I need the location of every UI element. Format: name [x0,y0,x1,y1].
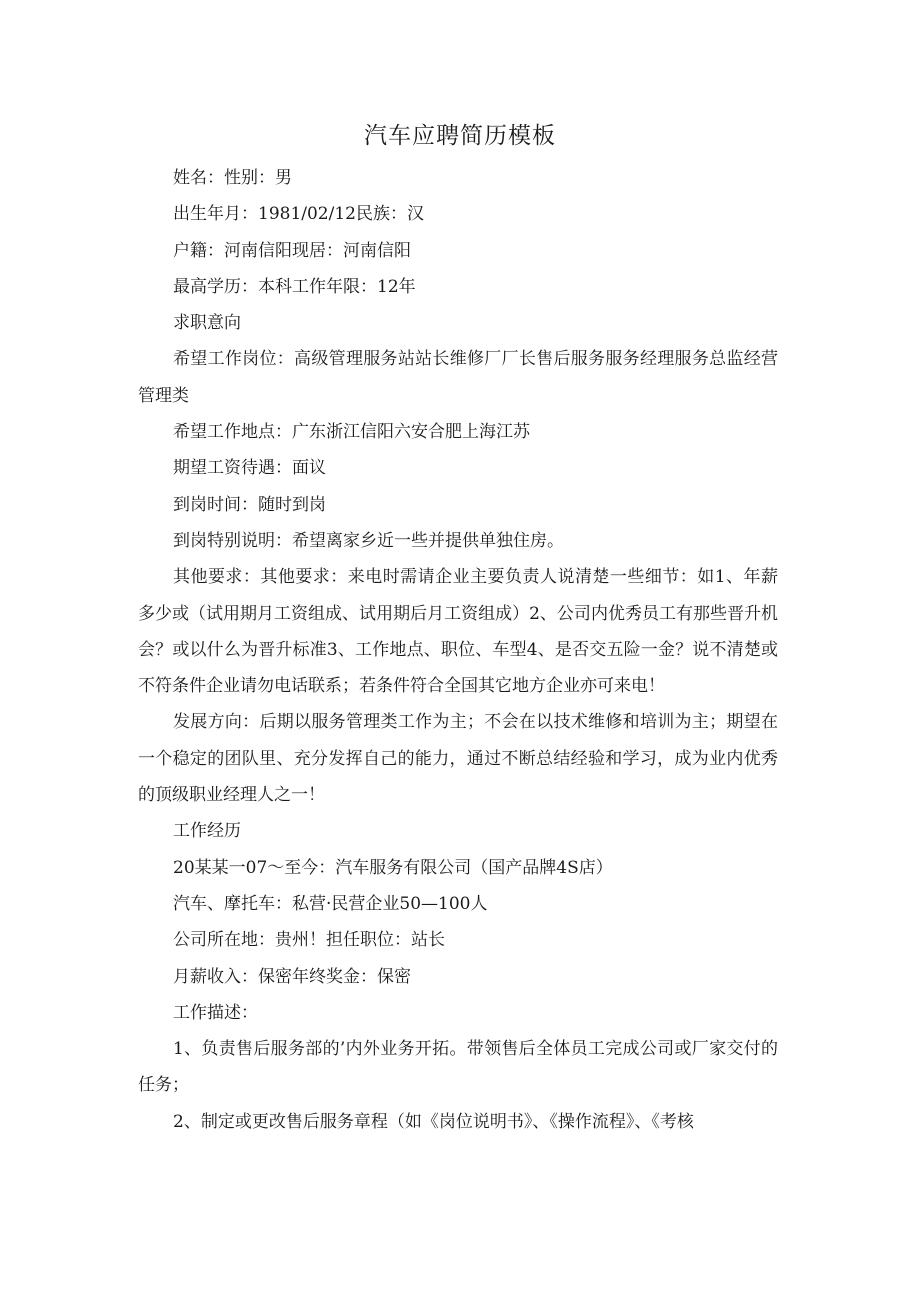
document-body [138,160,778,1140]
work-salary-bonus: 月薪收入：保密年终奖金：保密 [173,966,411,987]
document-title: 汽车应聘简历模板 [364,123,556,149]
field-desired-location: 希望工作地点：广东浙江信阳六安合肥上海江苏 [173,422,530,443]
field-career-direction: 发展方向：后期以服务管理类工作为主；不会在以技术维修和培训为主；期望在一个稳定的团队里、充分发挥自己的能力，通过不断总结经验和学习，成为业内优秀的顶级职业经理人之一！ [138,712,778,806]
field-other-requirements: 其他要求：其他要求：来电时需请企业主要负责人说清楚一些细节：如1、年薪多少或（试用期月工资组成、试用期后月工资组成）2、公司内优秀员工有那些晋升机会？或以什么为晋升标准3、工作地点、职位、车型4、是否交五险一金？说不清楚或不符条件企业请勿电话联系；若条件符合全国其它地方企业亦可来电！ [138,567,778,697]
field-hometown-residence: 户籍：河南信阳现居：河南信阳 [173,240,411,261]
field-start-time: 到岗时间：随时到岗 [173,494,326,515]
work-location-title: 公司所在地：贵州！担任职位：站长 [173,930,445,951]
field-expected-salary: 期望工资待遇：面议 [173,458,326,479]
field-name-gender: 姓名：性别：男 [173,168,292,188]
work-period-company: 20某某一07～至今：汽车服务有限公司（国产品牌4S店） [173,857,613,878]
work-duty-1: 1、负责售后服务部的’内外业务开拓。带领售后全体员工完成公司或厂家交付的任务； [138,1039,778,1096]
section-heading-work-history: 工作经历 [173,821,241,842]
field-start-notes: 到岗特别说明：希望离家乡近一些并提供单独住房。 [173,530,564,551]
work-description-heading: 工作描述： [173,1002,258,1023]
field-birth-ethnicity: 出生年月：1981/02/12民族：汉 [173,204,424,225]
field-education-experience: 最高学历：本科工作年限：12年 [173,276,416,297]
field-desired-position: 希望工作岗位：高级管理服务站站长维修厂厂长售后服务服务经理服务总监经营管理类 [138,349,778,406]
work-duty-2: 2、制定或更改售后服务章程（如《岗位说明书》、《操作流程》、《考核 [173,1111,694,1132]
work-industry-size: 汽车、摩托车：私营·民营企业50—100人 [173,893,488,914]
section-heading-job-intention: 求职意向 [173,313,241,334]
